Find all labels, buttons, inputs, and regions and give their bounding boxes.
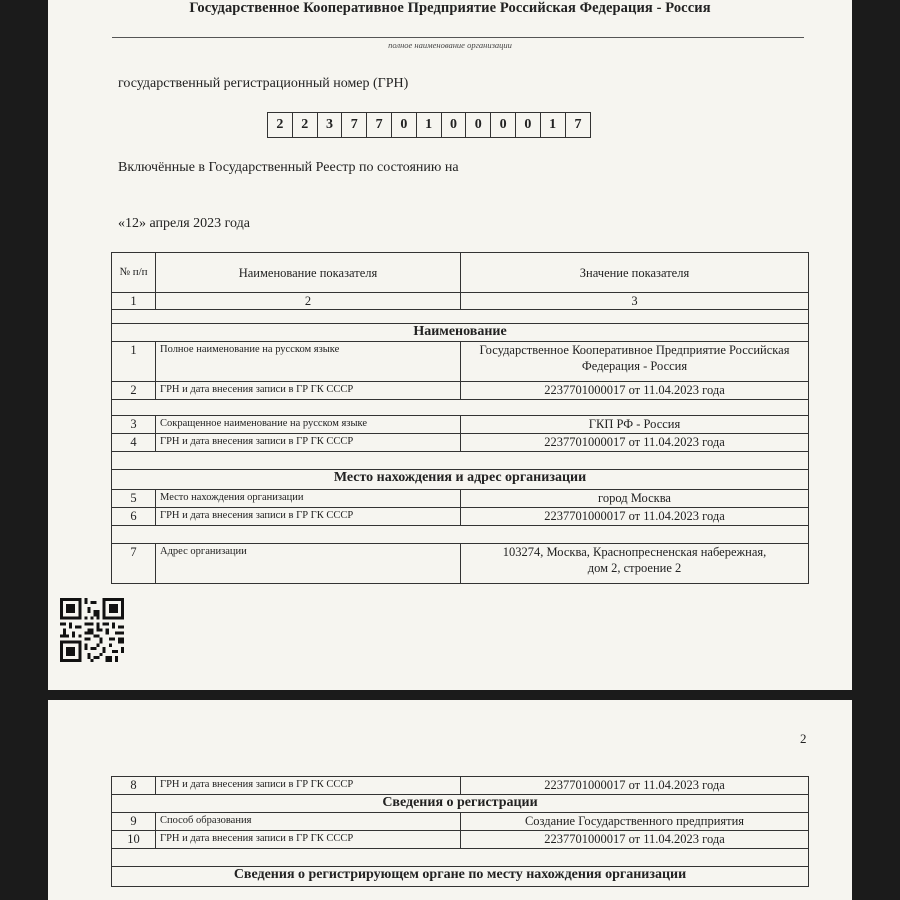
row-value: Государственное Кооперативное Предприятие Российская Федерация - Россия [461, 342, 809, 382]
included-text: Включённые в Государственный Реестр по состоянию на [118, 160, 459, 175]
row-name: Адрес организации [156, 544, 461, 584]
section-title-naming: Наименование [112, 324, 809, 342]
table-row [112, 508, 809, 526]
colnum: 1 [112, 293, 156, 310]
qr-code-icon [60, 598, 124, 662]
table-row [112, 831, 809, 849]
row-value: Создание Государственного предприятия [461, 813, 809, 831]
grn-digit: 3 [318, 113, 343, 137]
row-name: ГРН и дата внесения записи в ГР ГК СССР [156, 508, 461, 526]
colnum: 2 [156, 293, 461, 310]
grn-digit: 0 [466, 113, 491, 137]
row-num: 8 [112, 777, 156, 795]
section-title-location: Место нахождения и адрес организации [112, 470, 809, 490]
row-value: 2237701000017 от 11.04.2023 года [461, 831, 809, 849]
page-number: 2 [800, 731, 807, 746]
header-num: № п/п [112, 253, 156, 293]
row-value: 103274, Москва, Краснопресненская набережная, дом 2, строение 2 [461, 544, 809, 584]
section-row [112, 867, 809, 887]
grn-digit: 1 [417, 113, 442, 137]
row-value: 2237701000017 от 11.04.2023 года [461, 434, 809, 452]
row-name: ГРН и дата внесения записи в ГР ГК СССР [156, 434, 461, 452]
registry-table [111, 252, 809, 584]
row-value: 2237701000017 от 11.04.2023 года [461, 382, 809, 400]
table-row [112, 342, 809, 382]
grn-digit: 7 [574, 117, 582, 132]
grn-digit: 2 [268, 113, 293, 137]
table-gap [112, 310, 809, 324]
grn-digit: 0 [516, 113, 541, 137]
row-num: 3 [112, 416, 156, 434]
row-num: 4 [112, 434, 156, 452]
document-page-1 [48, 0, 852, 690]
registry-table-continued [111, 776, 809, 887]
row-name: ГРН и дата внесения записи в ГР ГК СССР [156, 382, 461, 400]
row-value: ГКП РФ - Россия [461, 416, 809, 434]
row-value: город Москва [461, 490, 809, 508]
grn-digit: 0 [442, 113, 467, 137]
row-value: 2237701000017 от 11.04.2023 года [461, 777, 809, 795]
section-row [112, 795, 809, 813]
grn-digit: 0 [392, 113, 417, 137]
grn-number-boxes [267, 112, 591, 138]
organization-title: Государственное Кооперативное Предприятие Российская Федерация - Россия [189, 0, 711, 16]
table-header-row [112, 253, 809, 293]
header-value: Значение показателя [461, 253, 809, 293]
table-gap [112, 526, 809, 544]
row-value: 2237701000017 от 11.04.2023 года [461, 508, 809, 526]
grn-digit: 7 [367, 113, 392, 137]
row-num: 5 [112, 490, 156, 508]
table-row [112, 813, 809, 831]
grn-digit: 0 [491, 113, 516, 137]
section-title-authority: Сведения о регистрирующем органе по месту нахождения организации [112, 867, 809, 887]
table-gap [112, 849, 809, 867]
colnum: 3 [461, 293, 809, 310]
title-underline [112, 37, 804, 38]
title-caption: полное наименование организации [388, 40, 512, 50]
table-row [112, 416, 809, 434]
table-gap [112, 452, 809, 470]
document-page-2 [48, 700, 852, 900]
row-name: Способ образования [156, 813, 461, 831]
column-number-row [112, 293, 809, 310]
row-name: Полное наименование на русском языке [156, 342, 461, 382]
grn-label: государственный регистрационный номер (ГРН) [118, 76, 409, 91]
row-num: 2 [112, 382, 156, 400]
header-name: Наименование показателя [156, 253, 461, 293]
table-row [112, 490, 809, 508]
row-num: 9 [112, 813, 156, 831]
table-row [112, 544, 809, 584]
row-num: 1 [112, 342, 156, 382]
table-row [112, 434, 809, 452]
section-row [112, 470, 809, 490]
grn-digit: 2 [293, 113, 318, 137]
row-name: ГРН и дата внесения записи в ГР ГК СССР [156, 831, 461, 849]
row-num: 6 [112, 508, 156, 526]
section-title-registration: Сведения о регистрации [112, 795, 809, 813]
row-name: Место нахождения организации [156, 490, 461, 508]
grn-digit: 7 [342, 113, 367, 137]
grn-digit: 1 [541, 113, 566, 137]
table-row [112, 777, 809, 795]
table-row [112, 382, 809, 400]
report-date: «12» апреля 2023 года [118, 216, 250, 231]
row-name: Сокращенное наименование на русском языке [156, 416, 461, 434]
row-num: 7 [112, 544, 156, 584]
row-name: ГРН и дата внесения записи в ГР ГК СССР [156, 777, 461, 795]
row-num: 10 [112, 831, 156, 849]
section-row [112, 324, 809, 342]
table-gap [112, 400, 809, 416]
